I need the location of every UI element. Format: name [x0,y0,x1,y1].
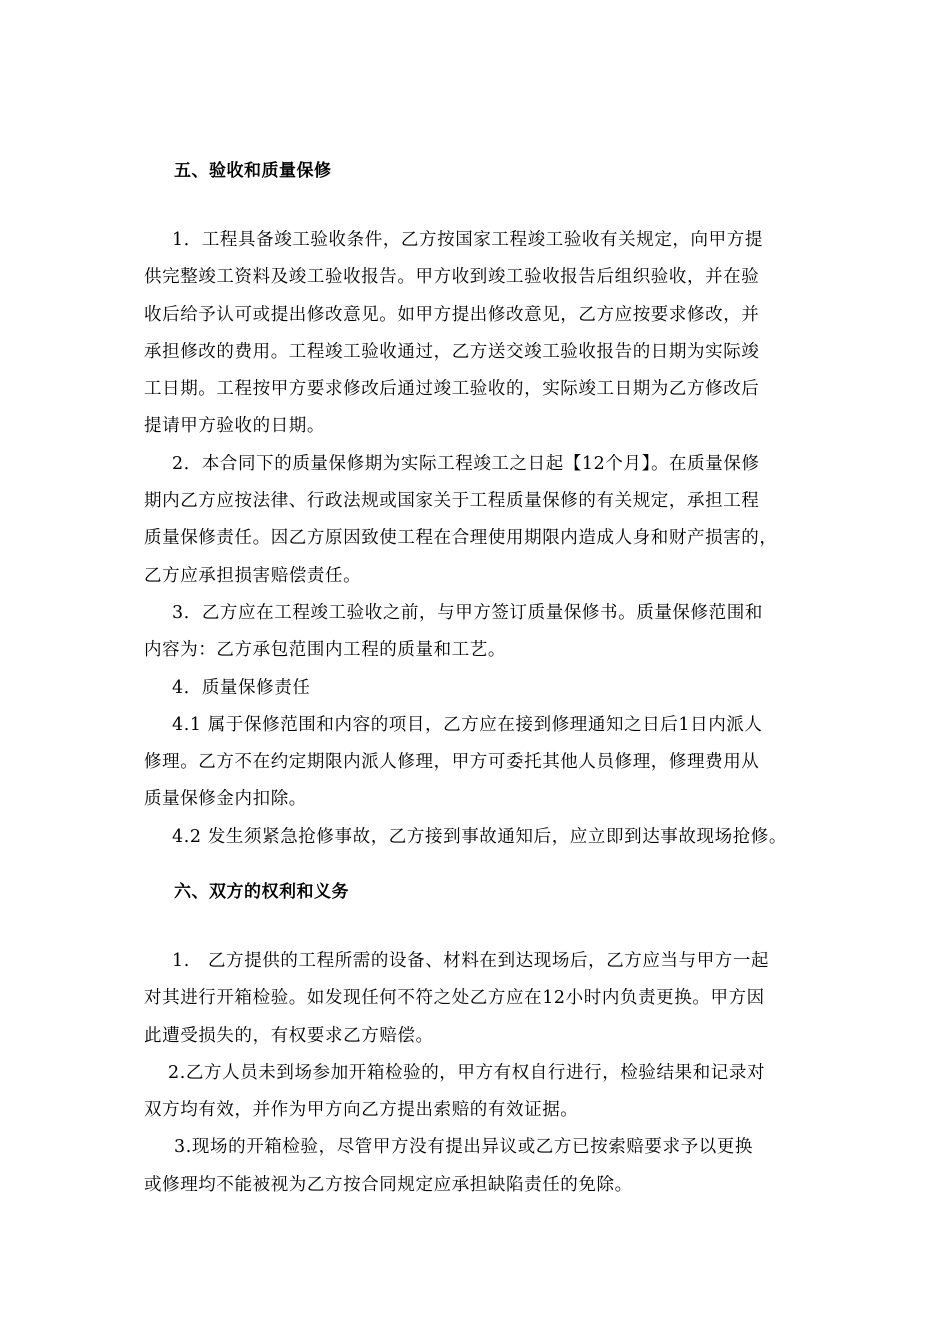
paragraph-line: 1．工程具备竣工验收条件，乙方按国家工程竣工验收有关规定，向甲方提 [172,230,763,250]
paragraph-line: 质量保修金内扣除。 [144,789,307,810]
paragraph-line: 此遭受损失的，有权要求乙方赔偿。 [144,1025,434,1046]
paragraph-line: 1. 乙方提供的工程所需的设备、材料在到达现场后，乙方应当与甲方一起 [172,951,770,971]
paragraph-line: 3.现场的开箱检验，尽管甲方没有提出异议或乙方已按索赔要求予以更换 [174,1137,753,1158]
paragraph-line: 期内乙方应按法律、行政法规或国家关于工程质量保修的有关规定，承担工程 [144,491,760,512]
section-body-acceptance [144,222,824,856]
paragraph-line: 4．质量保修责任 [172,677,311,698]
paragraph-line: 4.1 属于保修范围和内容的项目，乙方应在接到修理通知之日后1日内派人 [172,714,763,735]
paragraph-line: 3．乙方应在工程竣工验收之前，与甲方签订质量保修书。质量保修范围和 [172,602,763,623]
paragraph-line: 质量保修责任。因乙方原因致使工程在合理使用期限内造成人身和财产损害的， [144,528,778,549]
paragraph-line: 对其进行开箱检验。如发现任何不符之处乙方应在12小时内负责更换。甲方因 [144,988,765,1009]
section-heading-acceptance: 五、验收和质量保修 [174,161,332,181]
section-heading-rights-obligations: 六、双方的权利和义务 [174,882,349,902]
paragraph-line: 承担修改的费用。工程竣工验收通过，乙方送交竣工验收报告的日期为实际竣 [144,341,760,362]
paragraph-line: 乙方应承担损害赔偿责任。 [144,565,362,586]
paragraph-line: 供完整竣工资料及竣工验收报告。甲方收到竣工验收报告后组织验收，并在验 [144,267,760,288]
paragraph-line: 双方均有效，并作为甲方向乙方提出索赔的有效证据。 [144,1100,579,1121]
paragraph-line: 内容为：乙方承包范围内工程的质量和工艺。 [144,640,506,661]
paragraph-line: 或修理均不能被视为乙方按合同规定应承担缺陷责任的免除。 [144,1174,633,1195]
paragraph-line: 工日期。工程按甲方要求修改后通过竣工验收的，实际竣工日期为乙方修改后 [144,379,760,400]
paragraph-line: 2．本合同下的质量保修期为实际工程竣工之日起【12个月】。在质量保修 [172,453,760,474]
paragraph-line: 提请甲方验收的日期。 [144,416,325,437]
paragraph-line: 4.2 发生须紧急抢修事故，乙方接到事故通知后，应立即到达事故现场抢修。 [172,826,787,847]
paragraph-line: 修理。乙方不在约定期限内派人修理，甲方可委托其他人员修理，修理费用从 [144,752,760,773]
section-body-rights-obligations [144,943,824,1204]
paragraph-line: 2.乙方人员未到场参加开箱检验的，甲方有权自行进行，检验结果和记录对 [168,1062,766,1083]
paragraph-line: 收后给予认可或提出修改意见。如甲方提出修改意见，乙方应按要求修改，并 [144,304,760,325]
